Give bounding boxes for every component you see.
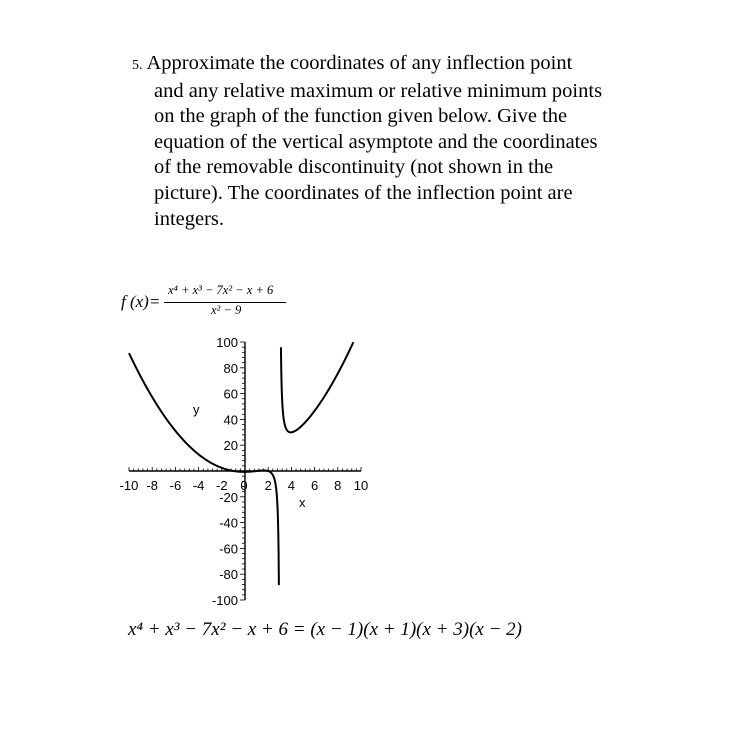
x-tick-label: -10 bbox=[119, 478, 139, 493]
function-denominator: x² − 9 bbox=[211, 303, 242, 317]
curve-left-branch bbox=[129, 353, 279, 585]
y-axis-label: y bbox=[193, 402, 200, 417]
function-numerator: x⁴ + x³ − 7x² − x + 6 bbox=[168, 283, 274, 297]
x-tick-label: 4 bbox=[287, 478, 296, 493]
problem-number: 5. bbox=[132, 58, 143, 73]
problem-line: of the removable discontinuity (not shown in the bbox=[154, 156, 554, 179]
function-label: f (x)= bbox=[121, 292, 161, 311]
y-tick-label: 20 bbox=[223, 438, 238, 454]
y-tick-label: 100 bbox=[216, 335, 238, 350]
y-tick-label: 60 bbox=[223, 386, 238, 402]
y-tick-label: -60 bbox=[219, 541, 238, 557]
x-tick-label: -4 bbox=[192, 478, 205, 493]
x-tick-label: 2 bbox=[264, 478, 272, 493]
x-axis-label: x bbox=[299, 495, 306, 510]
x-tick-label: -8 bbox=[146, 478, 158, 493]
y-tick-label: -40 bbox=[219, 515, 238, 531]
y-tick-label: -20 bbox=[219, 489, 238, 505]
problem-line: equation of the vertical asymptote and the coordinates bbox=[154, 130, 598, 153]
y-tick-label: 80 bbox=[223, 360, 238, 376]
problem-line: integers. bbox=[154, 207, 225, 230]
problem-line: on the graph of the function given below. Give the bbox=[154, 105, 568, 128]
curve-right-branch bbox=[281, 342, 353, 432]
factorization: x⁴ + x³ − 7x² − x + 6 = (x − 1)(x + 1)(x + 3)(x − 2) bbox=[128, 619, 522, 640]
problem-line: 5. Approximate the coordinates of any inflection point bbox=[132, 52, 573, 74]
y-tick-label: 40 bbox=[223, 412, 238, 428]
problem-line: and any relative maximum or relative minimum points bbox=[154, 79, 603, 102]
x-tick-label: 8 bbox=[334, 478, 342, 493]
x-tick-label: -6 bbox=[169, 478, 182, 493]
y-tick-label: -80 bbox=[219, 567, 238, 583]
x-tick-label: 6 bbox=[310, 478, 319, 493]
y-tick-label: -100 bbox=[211, 593, 238, 608]
x-tick-label: 10 bbox=[353, 478, 369, 493]
x-tick-label: -2 bbox=[216, 478, 228, 493]
x-tick-label: 0 bbox=[240, 478, 248, 493]
problem-line: picture). The coordinates of the inflection point are bbox=[154, 181, 573, 204]
